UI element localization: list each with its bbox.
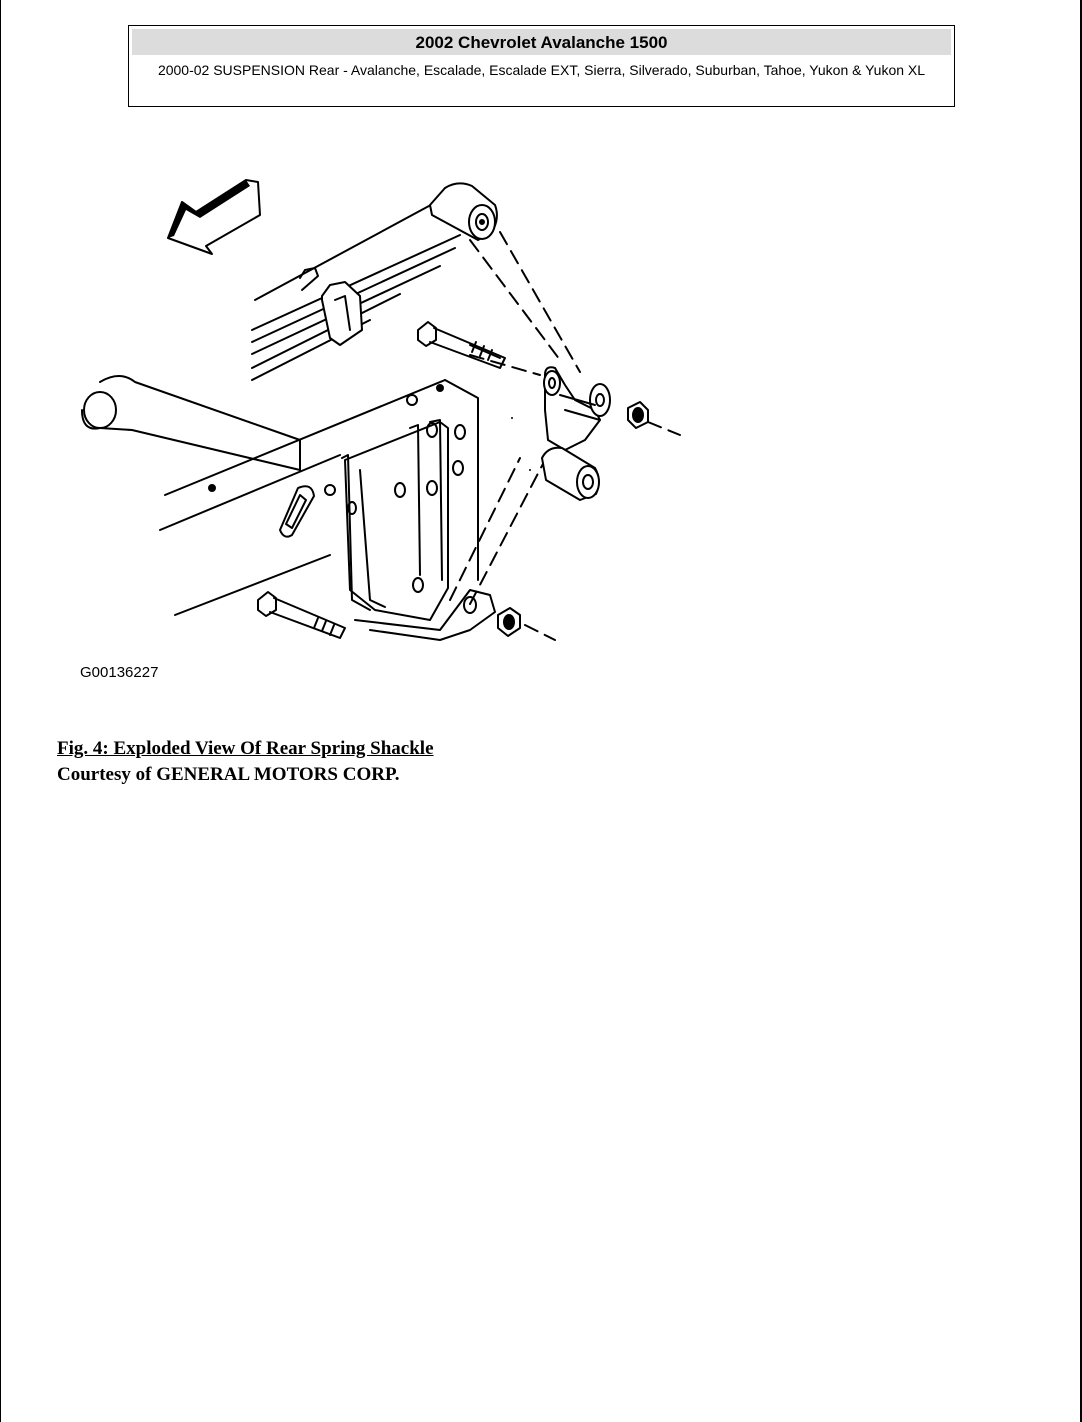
section-subtitle: 2000-02 SUSPENSION Rear - Avalanche, Escalade, Escalade EXT, Sierra, Silverado, Suburban, Tahoe, Yukon & Yukon XL: [157, 62, 926, 78]
spring-eye-bushing-icon: [430, 183, 497, 240]
crossmember-tube-icon: [82, 376, 300, 470]
lower-bolt-icon: [258, 592, 345, 638]
figure-image-id: G00136227: [80, 664, 159, 681]
document-header: [128, 25, 955, 107]
figure-caption-title: Fig. 4: Exploded View Of Rear Spring Shackle: [57, 738, 434, 759]
rear-spring-shackle-diagram: [70, 160, 700, 660]
leaf-spring-icon: [252, 200, 460, 380]
lower-nut-icon: [498, 608, 520, 636]
shackle-plate-icon: [544, 367, 610, 450]
vehicle-title: 2002 Chevrolet Avalanche 1500: [132, 29, 951, 55]
figure-caption-credit: Courtesy of GENERAL MOTORS CORP.: [57, 764, 400, 785]
upper-nut-icon: [628, 402, 648, 428]
shackle-hanger-bracket-icon: [342, 420, 495, 640]
page-border-left: [0, 0, 1, 1422]
lower-bushing-icon: [542, 448, 599, 500]
figure-caption: [57, 736, 434, 788]
front-direction-arrow-icon: [168, 180, 260, 254]
